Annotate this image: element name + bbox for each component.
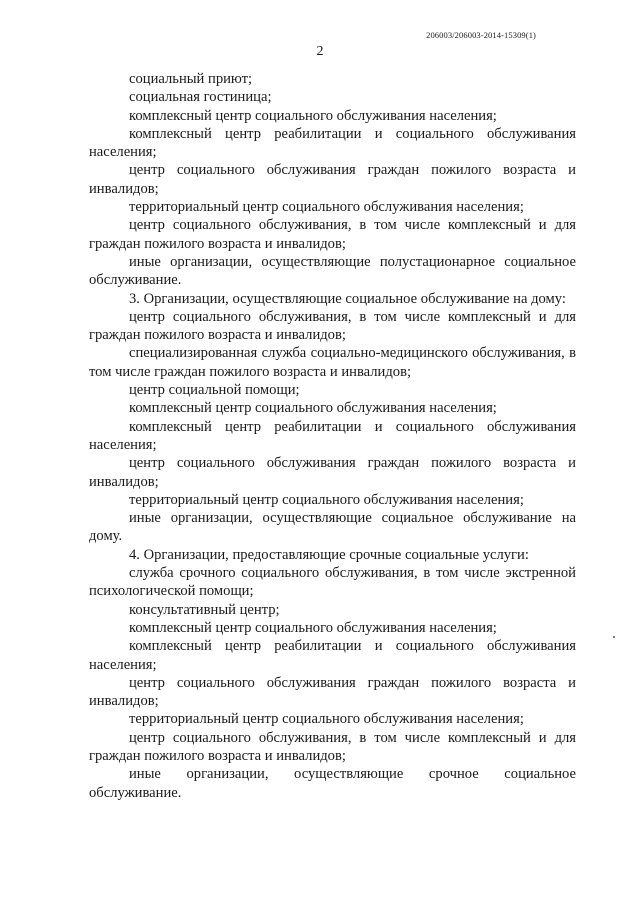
section-heading-urgent-services: 4. Организации, предоставляющие срочные социальные услуги: [129,546,529,563]
document-id: 206003/206003-2014-15309(1) [426,30,536,40]
page-number: 2 [316,44,324,59]
list-item-complex-center: комплексный центр социального обслуживания населения; [129,107,497,124]
list-item-elderly-center: центр социального обслуживания граждан пожилого возраста и инвалидов; [89,674,576,710]
list-item-complex-center: комплексный центр социального обслуживания населения; [129,619,497,636]
list-item-urgent-service: служба срочного социального обслуживания, в том числе экстренной психологической помощи; [89,565,576,600]
scan-speck [613,636,615,638]
list-item-other-organizations: иные организации, осуществляющие полустационарное социальное обслуживание. [89,253,576,289]
list-item-service-center: центр социального обслуживания, в том числе комплексный и для граждан пожилого возраста и инвалидов; [89,308,576,344]
section-heading-home-service: 3. Организации, осуществляющие социальное обслуживание на дому: [129,290,566,307]
list-item-social-help-center: центр социальной помощи; [129,382,300,399]
list-item-service-center: центр социального обслуживания, в том числе комплексный и для граждан пожилого возраста и инвалидов; [89,729,576,764]
list-item-territorial-center: территориальный центр социального обслуживания населения; [129,199,524,216]
list-item-other-organizations: иные организации, осуществляющие социальное обслуживание на дому. [89,510,576,545]
list-item-territorial-center: территориальный центр социального обслуживания населения; [129,711,524,728]
list-item-service-center: центр социального обслуживания, в том числе комплексный и для граждан пожилого возраста и инвалидов; [89,217,576,252]
list-item-elderly-center: центр социального обслуживания граждан пожилого возраста и инвалидов; [89,455,576,490]
list-item-medical-service: специализированная служба социально-медицинского обслуживания, в том числе граждан пожилого возраста и инвалидов; [89,345,576,380]
list-item-rehab-center: комплексный центр реабилитации и социального обслуживания населения; [89,125,576,161]
list-item-consulting-center: консультативный центр; [129,601,280,618]
list-item-social-shelter: социальный приют; [129,71,253,87]
document-body [89,70,576,802]
list-item-other-organizations: иные организации, осуществляющие срочное социальное обслуживание. [89,766,576,801]
list-item-rehab-center: комплексный центр реабилитации и социального обслуживания населения; [89,418,576,453]
list-item-territorial-center: территориальный центр социального обслуживания населения; [129,491,524,508]
list-item-rehab-center: комплексный центр реабилитации и социального обслуживания населения; [89,638,576,673]
list-item-social-hotel: социальная гостиница; [129,89,272,106]
list-item-complex-center: комплексный центр социального обслуживания населения; [129,400,497,417]
list-item-elderly-center: центр социального обслуживания граждан пожилого возраста и инвалидов; [89,162,576,197]
